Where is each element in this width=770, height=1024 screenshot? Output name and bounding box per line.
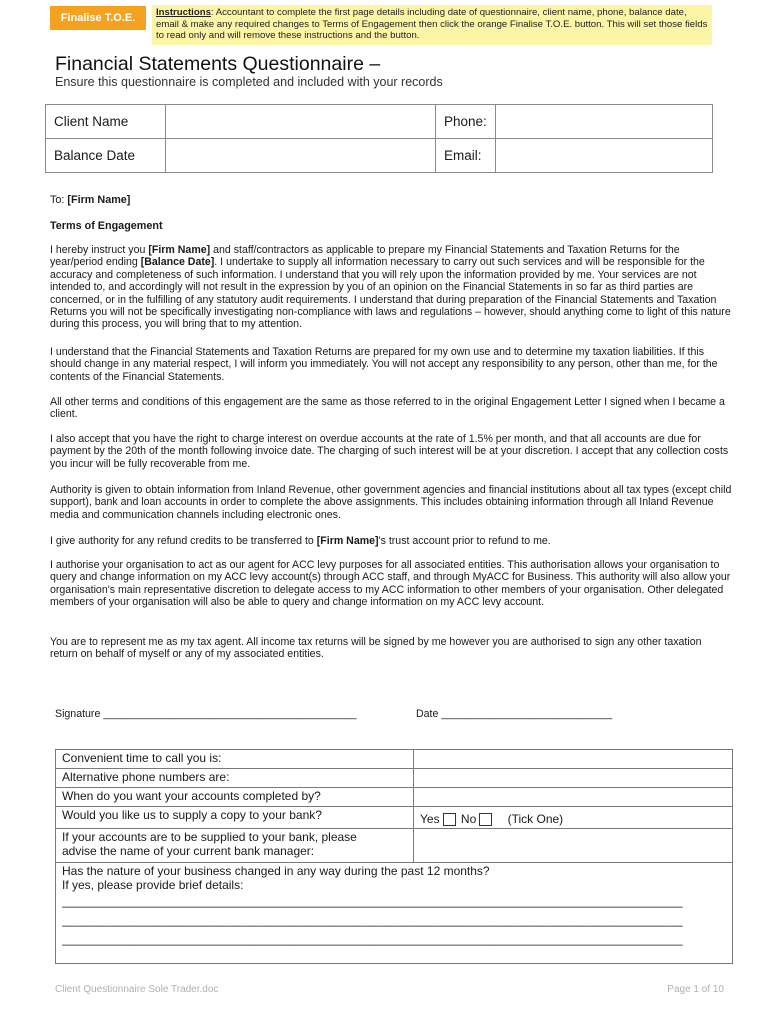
balance-date-label: Balance Date [46, 139, 166, 173]
terms-paragraph-5: Authority is given to obtain information from Inland Revenue, other government agencies and financial institutions about all tax types (except child support), bank and loan accounts in order to complete the above assignments. This includes obtaining information through all Inland Revenue media and communication channels including electronic ones. [50, 484, 732, 521]
instructions-note [152, 5, 712, 45]
details-line-1[interactable]: _____________________________________________________________________________________________ [62, 894, 683, 908]
answer-bank-copy [414, 807, 733, 829]
question-alt-phone: Alternative phone numbers are: [56, 769, 414, 788]
signature-line[interactable]: Signature ___________________________________________ [55, 708, 357, 720]
instructions-heading: Instructions [156, 7, 211, 18]
terms-paragraph-4: I also accept that you have the right to charge interest on overdue accounts at the rate of 1.5% per month, and that all accounts are due for payment by the 20th of the month following invoice date. The charging of such interest will be at your discretion. I accept that any collection costs you incur will be fully recoverable from me. [50, 433, 729, 470]
tick-one-hint: (Tick One) [507, 811, 564, 826]
client-details-table [45, 104, 713, 173]
questions-table [55, 749, 733, 964]
question-call-time: Convenient time to call you is: [56, 750, 414, 769]
balance-date-field[interactable] [166, 139, 436, 173]
terms-paragraph-8: You are to represent me as my tax agent. All income tax returns will be signed by me however you are authorised to sign any other taxation return on behalf of myself or any of my associated entities. [50, 636, 702, 661]
question-completion-date: When do you want your accounts completed by? [56, 788, 414, 807]
answer-completion-date[interactable] [414, 788, 733, 807]
phone-field[interactable] [495, 105, 712, 139]
no-label: No [460, 811, 477, 826]
details-line-3[interactable]: _____________________________________________________________________________________________ [62, 932, 683, 946]
answer-bank-manager[interactable] [414, 829, 733, 863]
finalise-toe-button[interactable]: Finalise T.O.E. [50, 6, 146, 30]
footer-filename: Client Questionnaire Sole Trader.doc [55, 984, 219, 995]
date-line[interactable]: Date _____________________________ [416, 708, 613, 720]
no-checkbox[interactable] [479, 813, 492, 826]
to-label: To: [50, 194, 68, 206]
email-field[interactable] [495, 139, 712, 173]
question-bank-copy: Would you like us to supply a copy to your bank? [56, 807, 414, 829]
footer-page-number: Page 1 of 10 [667, 984, 724, 995]
terms-paragraph-2: I understand that the Financial Statements and Taxation Returns are prepared for my own use and to determine my taxation liabilities. If this should change in any material respect, I will inform you immediately. You will not accept any responsibility to any person, other than me, for the contents of the Financial Statements. [50, 346, 718, 383]
question-bank-manager: If your accounts are to be supplied to your bank, please advise the name of your current bank manager: [56, 829, 414, 863]
terms-paragraph-6: I give authority for any refund credits to be transferred to [Firm Name]'s trust account prior to refund to me. [50, 535, 551, 547]
page-subtitle: Ensure this questionnaire is completed and included with your records [55, 75, 443, 89]
question-business-change: Has the nature of your business changed in any way during the past 12 months? If yes, please provide brief details: _____________________________________________________________________________________________ _____________________________________________________________________________________________ _____________________________________________________________________________________________ [56, 863, 733, 964]
answer-call-time[interactable] [414, 750, 733, 769]
firm-name-placeholder: [Firm Name] [67, 194, 131, 206]
details-line-2[interactable]: _____________________________________________________________________________________________ [62, 913, 683, 927]
client-name-label: Client Name [46, 105, 166, 139]
phone-label: Phone: [436, 105, 496, 139]
email-label: Email: [436, 139, 496, 173]
addressee-line [50, 194, 130, 206]
terms-paragraph-3: All other terms and conditions of this engagement are the same as those referred to in the original Engagement Letter I signed when I became a client. [50, 396, 725, 421]
terms-heading: Terms of Engagement [50, 220, 163, 232]
terms-paragraph-7: I authorise your organisation to act as our agent for ACC levy purposes for all associated entities. This authorisation allows your organisation to query and change information on my ACC levy account(s) through ACC staff, and through MyACC for Business. This authority will also allow your organisation's main representative discretion to delegate access to my ACC information to other members of your organisation. Other delegated members of your organisation will also be able to query and change information on my ACC levy account. [50, 559, 731, 609]
terms-paragraph-1: I hereby instruct you [Firm Name] and staff/contractors as applicable to prepare my Financial Statements and Taxation Returns for the year/period ending [Balance Date]. I undertake to supply all information necessary to carry out such services and will be responsible for the accuracy and completeness of such information. I understand that you will rely upon the information provided by me. Your services are not intended to, and accordingly will not result in the expression by you of an opinion on the Financial Statements in so far as third parties are concerned, or in the fulfilling of any statutory audit requirements. I understand that during preparation of the Financial Statements and Taxation Returns you will not be specifically investigating non-compliance with laws and regulations – however, should anything come to light of this nature during this process, you will bring that to my attention. [50, 244, 731, 331]
answer-alt-phone[interactable] [414, 769, 733, 788]
page-title: Financial Statements Questionnaire – [55, 53, 381, 75]
yes-label: Yes [420, 811, 440, 826]
instructions-text: : Accountant to complete the first page details including date of questionnaire, client name, phone, balance date, email & make any required changes to Terms of Engagement then click the orange Finalise T.O.E. button. This will set those fields to read only and will remove these instructions and the button. [156, 7, 708, 41]
client-name-field[interactable] [166, 105, 436, 139]
yes-checkbox[interactable] [443, 813, 456, 826]
